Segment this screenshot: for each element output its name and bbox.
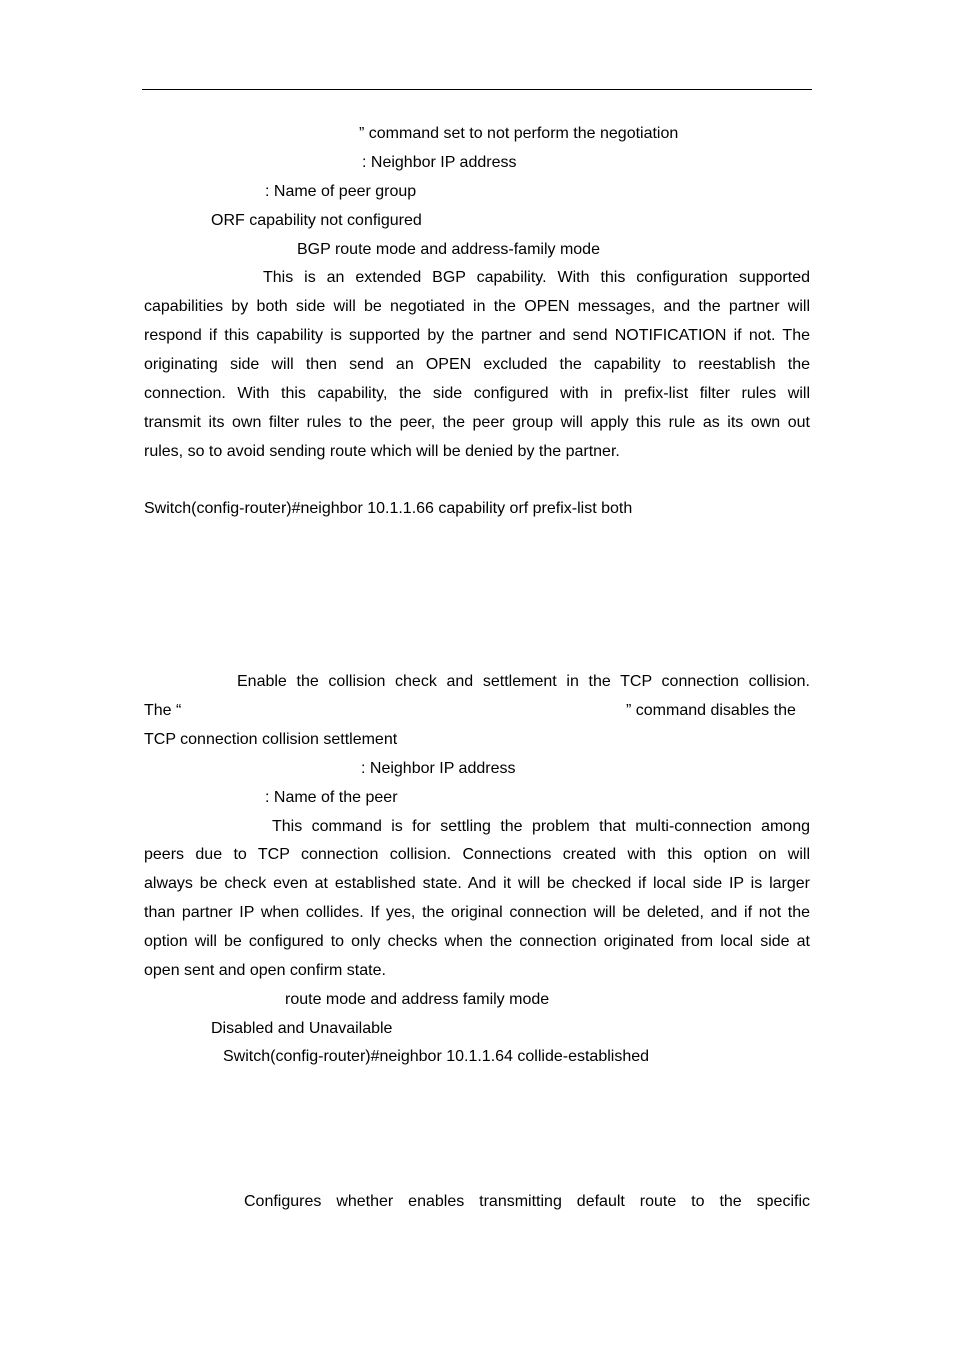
default-value: ORF capability not configured <box>211 212 422 229</box>
default-value: Disabled and Unavailable <box>211 1020 393 1037</box>
usage-line-1: This is an extended BGP capability. With this configuration supported <box>263 269 810 286</box>
param-neighbor-ip: : Neighbor IP address <box>361 760 516 777</box>
usage-line-5: connection. With this capability, the side configured with in prefix-list filter rules will <box>144 385 810 402</box>
function-line-2-end: ” command disables the <box>626 702 796 719</box>
function-line-3: TCP connection collision settlement <box>144 731 398 748</box>
usage-line-3: always be check even at established state. And it will be checked if local side IP is larger <box>144 875 810 892</box>
usage-line-2: peers due to TCP connection collision. Connections created with this option on will <box>144 846 810 863</box>
usage-line-5: option will be configured to only checks when the connection originated from local side at <box>144 933 810 950</box>
function-line-2-start: The “ <box>144 702 182 719</box>
param-peer-name: : Name of the peer <box>265 789 398 806</box>
usage-line-7: rules, so to avoid sending route which will be denied by the partner. <box>144 443 620 460</box>
usage-line-6: open sent and open confirm state. <box>144 962 386 979</box>
header-rule <box>142 89 812 90</box>
usage-line-6: transmit its own filter rules to the peer, the peer group will apply this rule as its own out <box>144 414 810 431</box>
param-peer-group: : Name of peer group <box>265 183 417 200</box>
usage-line-4: than partner IP when collides. If yes, the original connection will be deleted, and if not the <box>144 904 810 921</box>
usage-line-2: capabilities by both side will be negotiated in the OPEN messages, and the partner will <box>144 298 810 315</box>
command-mode: BGP route mode and address-family mode <box>297 241 600 258</box>
command-mode: route mode and address family mode <box>285 991 550 1008</box>
function-line-1: Enable the collision check and settlement in the TCP connection collision. <box>237 673 810 690</box>
usage-line-3: respond if this capability is supported by the partner and send NOTIFICATION if not. The <box>144 327 810 344</box>
usage-line-1: This command is for settling the problem that multi-connection among <box>272 818 810 835</box>
no-form-note: ” command set to not perform the negotiation <box>359 125 679 142</box>
usage-line-4: originating side will then send an OPEN excluded the capability to reestablish the <box>144 356 810 373</box>
param-neighbor-ip: : Neighbor IP address <box>362 154 517 171</box>
example-command: Switch(config-router)#neighbor 10.1.1.66 capability orf prefix-list both <box>144 500 633 517</box>
function-line-1: Configures whether enables transmitting default route to the specific <box>244 1193 810 1210</box>
example-command: Switch(config-router)#neighbor 10.1.1.64 collide-established <box>223 1048 650 1065</box>
